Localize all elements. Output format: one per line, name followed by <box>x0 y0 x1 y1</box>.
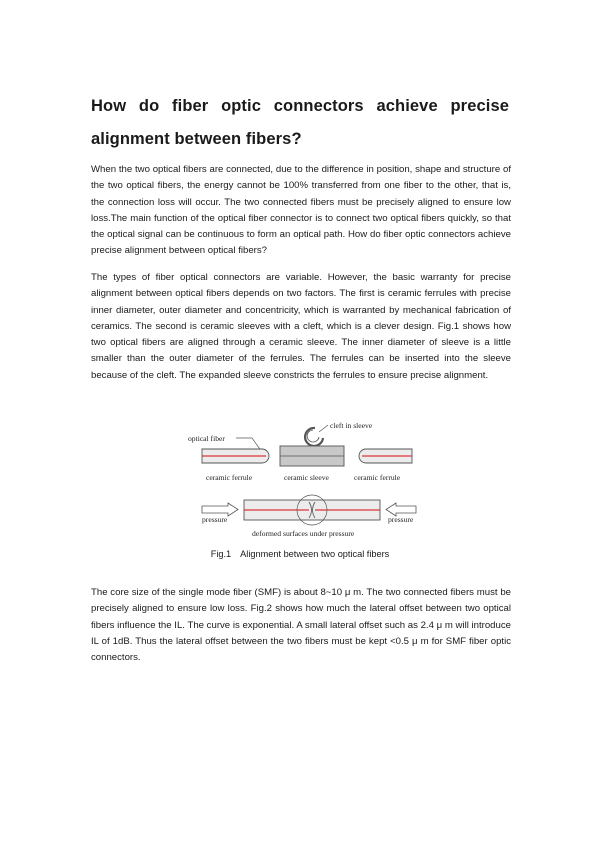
figure-alignment <box>180 418 420 548</box>
left-ferrule <box>202 449 269 463</box>
label-ceramic-ferrule-right: ceramic ferrule <box>354 473 401 482</box>
document-title: How do fiber optic connectors achieve precise alignment between fibers? <box>91 97 509 148</box>
label-optical-fiber: optical fiber <box>188 434 225 443</box>
caption-text: Alignment between two optical fibers <box>240 549 390 559</box>
label-cleft-in-sleeve: cleft in sleeve <box>330 421 373 430</box>
ceramic-sleeve <box>280 446 344 466</box>
cleft-leader-line <box>319 425 328 432</box>
label-deformed-surfaces: deformed surfaces under pressure <box>252 529 355 538</box>
paragraph-connector-types: The types of fiber optical connectors are variable. However, the basic warranty for precise alignment between optical fibers depends on two factors. The first is ceramic ferrules with precise inner diameter, outer diameter and concentricity, which is warranted by mechanical fabrication of ceramics. The second is ceramic sleeves with a cleft, which is a clever design. Fig.1 shows how two optical fibers are aligned through a ceramic sleeve. The inner diameter of sleeve is a little smaller than the outer diameter of the ferrules. The ferrules can be inserted into the sleeve because of the cleft. The expanded sleeve constricts the ferrules to ensure precise alignment. <box>91 272 511 381</box>
caption-number: Fig.1 <box>210 549 232 559</box>
label-pressure-right: pressure <box>388 515 414 524</box>
paragraph-core-size: The core size of the single mode fiber (SMF) is about 8~10 μ m. The two connected fibers must be precisely aligned to ensure low loss. Fig.2 shows how much the lateral offset between two optical fibers influence the IL. The curve is exponential. A small lateral offset such as 2.4 μ m will introduce IL of 1dB. Thus the lateral offset between the two fibers must be kept <0.5 μ m for SMF fiber optic connectors. <box>91 587 511 664</box>
cleft-ring-icon <box>305 425 328 446</box>
right-ferrule <box>359 449 412 463</box>
label-pressure-left: pressure <box>202 515 228 524</box>
assembled-connector <box>244 495 380 525</box>
paragraph-intro: When the two optical fibers are connected, due to the difference in position, shape and structure of the two optical fibers, the energy cannot be 100% transferred from one fiber to the other, that is, the connection loss will occur. The two connected fibers must be precisely aligned to ensure low loss.The main function of the optical fiber connector is to connect two optical fibers quickly, so that the optical signal can be continuous to form an optical path. How do fiber optic connectors achieve precise alignment between optical fibers? <box>91 164 511 257</box>
label-ceramic-ferrule: ceramic ferrule <box>206 473 253 482</box>
label-ceramic-sleeve: ceramic sleeve <box>284 473 329 482</box>
figure-caption <box>0 548 600 560</box>
alignment-diagram <box>180 418 420 548</box>
